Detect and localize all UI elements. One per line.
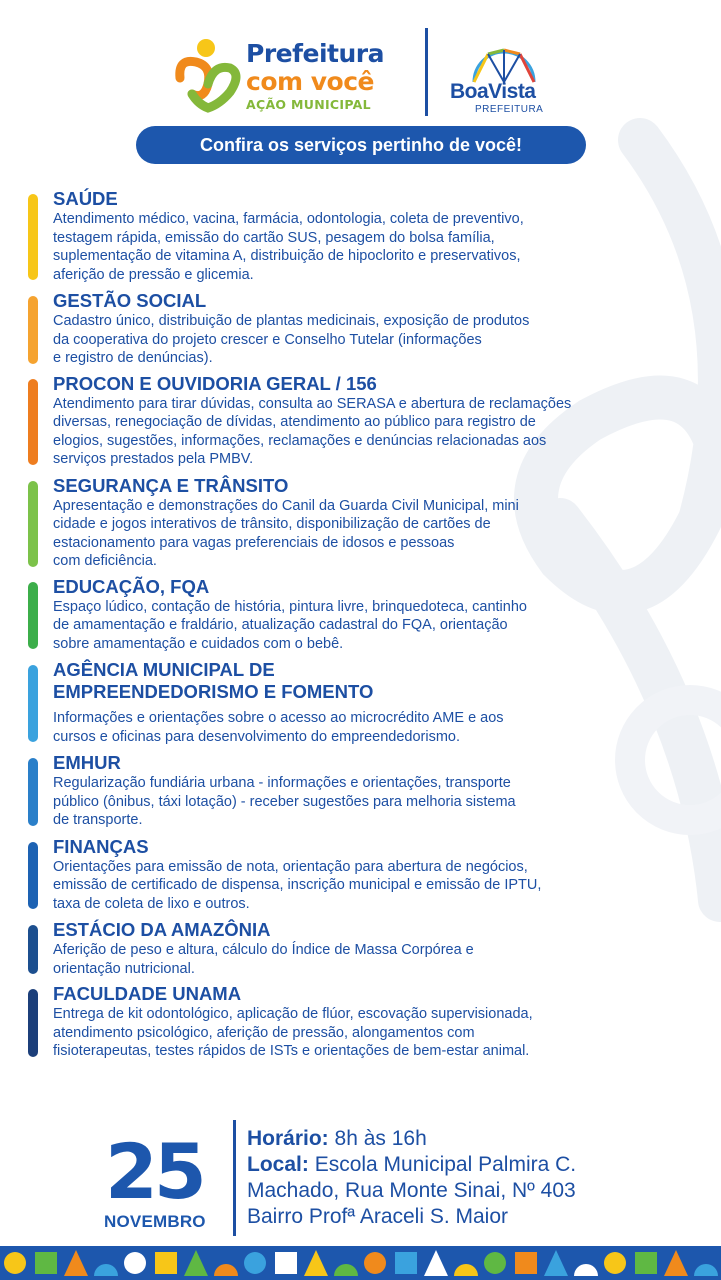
service-title: SAÚDE [53,188,118,209]
banner-confira: Confira os serviços pertinho de você! [136,126,586,164]
time-label: Horário: [247,1127,329,1150]
footer-divider [233,1120,236,1236]
pattern-shape [35,1252,57,1274]
pattern-shape [395,1252,417,1274]
service-title: FINANÇAS [53,835,149,857]
pattern-shape [244,1252,266,1274]
service-description-line: Regularização fundiária urbana - informações e orientações, transporte [53,775,511,791]
bottom-pattern [0,1246,721,1280]
service-section [28,836,708,914]
service-color-bar [28,194,38,280]
place-label: Local: [247,1153,309,1176]
service-section [28,290,708,368]
pattern-shape [155,1252,177,1274]
service-title: AGÊNCIA MUNICIPAL DE [53,659,275,680]
service-section [28,983,708,1061]
service-section [28,659,708,746]
service-description-line: cursos e oficinas para desenvolvimento do empreendedorismo. [53,728,461,745]
service-description-line: Orientações para emissão de nota, orientação para abertura de negócios, [53,858,528,875]
service-description-line: Aferição de peso e altura, cálculo do Índice de Massa Corpórea e [53,942,474,958]
boa-vista-rainbow-icon [450,38,558,86]
pattern-shape [364,1252,386,1274]
service-section [28,188,708,284]
service-section [28,919,708,978]
service-title: PROCON E OUVIDORIA GERAL / 156 [53,372,377,394]
pattern-shape [604,1252,626,1274]
place-line2: Machado, Rua Monte Sinai, Nº 403 [247,1179,576,1202]
service-section [28,576,708,654]
event-time [247,1126,576,1152]
service-color-bar [28,842,38,910]
service-title: ESTÁCIO DA AMAZÔNIA [53,919,271,940]
event-day: 25 [105,1127,203,1216]
service-description-line: elogios, sugestões, informações, reclamações e denúncias relacionadas aos [53,432,547,449]
service-title-line2: EMPREENDEDORISMO E FOMENTO [53,681,374,702]
service-color-bar [28,296,38,364]
service-title: EMHUR [53,752,121,773]
event-info [247,1126,576,1230]
service-description-line: cidade e jogos interativos de trânsito, disponibilização de cartões de [53,516,491,532]
header-divider [425,28,428,116]
service-color-bar [28,665,38,742]
service-title: SEGURANÇA E TRÂNSITO [53,474,289,496]
service-color-bar [28,758,38,826]
place-line1: Escola Municipal Palmira C. [314,1153,577,1176]
service-color-bar [28,989,38,1057]
service-color-bar [28,379,38,465]
boa-vista-name: BoaVista [450,80,536,103]
service-color-bar [28,925,38,974]
service-section [28,475,708,571]
service-description-line: da cooperativa do projeto crescer e Conselho Tutelar (informações [53,331,482,348]
service-description-line: com deficiência. [53,553,157,569]
services-list [28,188,708,1061]
pattern-shape [4,1252,26,1274]
pattern-shape [124,1252,146,1274]
service-description-line: sobre amamentação e cuidados com o bebê. [53,635,344,652]
event-month: NOVEMBRO [104,1212,206,1231]
service-description-line: de amamentação e fraldário, atualização cadastral do FQA, orientação [53,617,508,633]
service-description-line: serviços prestados pela PMBV. [53,451,254,467]
service-title: FACULDADE UNAMA [53,983,242,1004]
service-description-line: de transporte. [53,812,143,828]
service-color-bar [28,481,38,567]
service-description-line: Atendimento para tirar dúvidas, consulta ao SERASA e abertura de reclamações [53,395,572,412]
service-description-line: público (ônibus, táxi lotação) - receber sugestões para melhoria sistema [53,793,516,810]
service-title: GESTÃO SOCIAL [53,290,207,311]
service-description-line: atendimento psicológico, aferição de pressão, alongamentos com [53,1024,475,1041]
service-description-line: Atendimento médico, vacina, farmácia, odontologia, coleta de preventivo, [53,211,524,227]
logo-title-line2: com você [246,67,374,96]
logo-title-line1: Prefeitura [246,39,384,68]
service-description-line: fisioterapeutas, testes rápidos de ISTs e orientações de bem-estar animal. [53,1043,530,1059]
service-description-line: Apresentação e demonstrações do Canil da Guarda Civil Municipal, mini [53,497,519,514]
prefeitura-com-voce-logo-icon [168,34,248,114]
service-section [28,373,708,469]
header [0,0,721,170]
service-description-line: Informações e orientações sobre o acesso ao microcrédito AME e aos [53,710,504,726]
service-description-line: aferição de pressão e glicemia. [53,266,254,283]
place-line3: Bairro Profª Araceli S. Maior [247,1205,509,1228]
pattern-shape [515,1252,537,1274]
time-value: 8h às 16h [334,1127,427,1150]
service-description-line: taxa de coleta de lixo e outros. [53,895,250,912]
service-description-line: Entrega de kit odontológico, aplicação de flúor, escovação supervisionada, [53,1006,533,1022]
service-description-line: emissão de certificado de dispensa, inscrição municipal e emissão de IPTU, [53,877,542,893]
service-description-line: e registro de denúncias). [53,350,213,366]
service-section [28,752,708,830]
pattern-shape [635,1252,657,1274]
service-description-line: orientação nutricional. [53,960,195,977]
pattern-shape [275,1252,297,1274]
pattern-shape [484,1252,506,1274]
service-description-line: diversas, renegociação de dívidas, atendimento ao público para registro de [53,414,536,430]
service-description-line: testagem rápida, emissão do cartão SUS, pesagem do bolsa família, [53,229,495,246]
logo-title-line3: AÇÃO MUNICIPAL [246,97,371,112]
service-description-line: Espaço lúdico, contação de história, pintura livre, brinquedoteca, cantinho [53,598,527,615]
service-title: EDUCAÇÃO, FQA [53,575,210,597]
service-color-bar [28,582,38,650]
service-description-line: estacionamento para vagas preferenciais de idosos e pessoas [53,534,455,551]
event-place [247,1152,576,1178]
service-description-line: suplementação de vitamina A, distribuição de hipoclorito e preservativos, [53,248,521,264]
boa-vista-subtitle: PREFEITURA [475,104,544,115]
service-description-line: Cadastro único, distribuição de plantas medicinais, exposição de produtos [53,313,530,329]
